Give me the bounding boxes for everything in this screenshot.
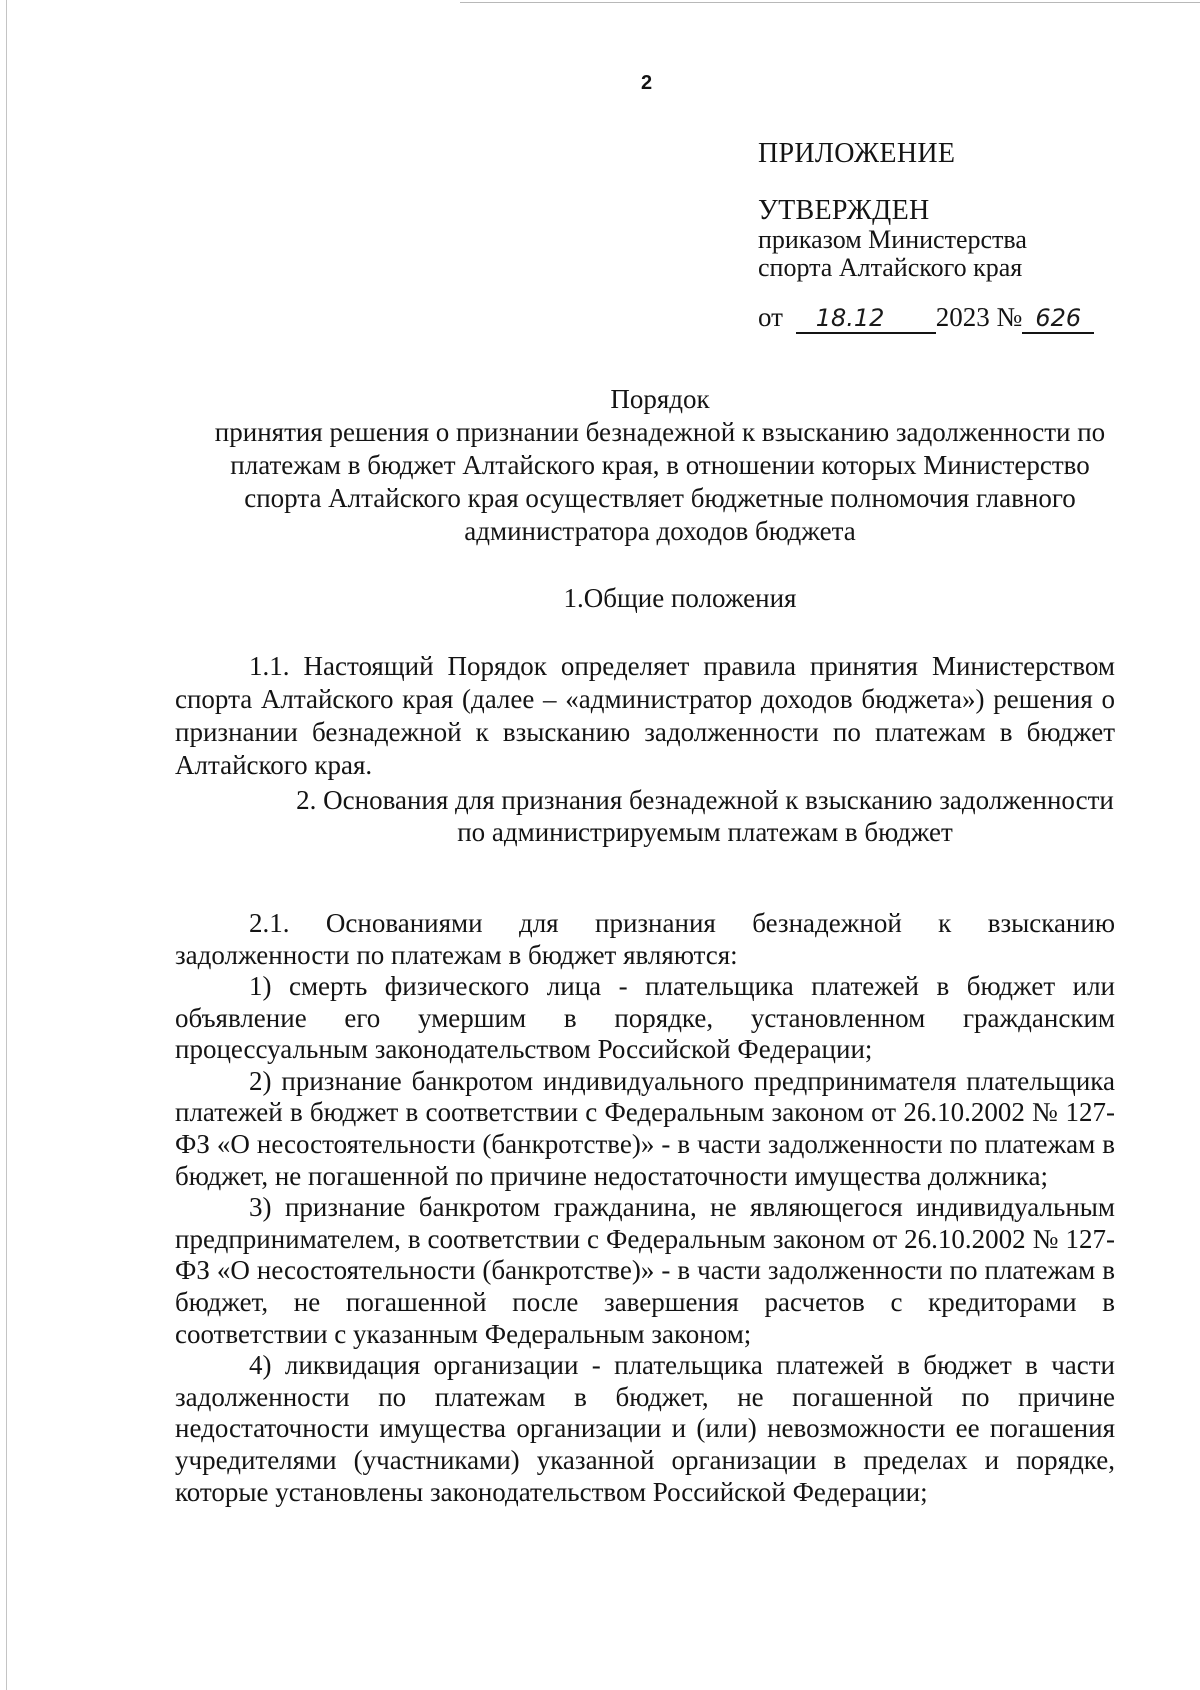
paragraph-2-1: 2.1. Основаниями для признания безнадежной к взысканию задолженности по платежам в бюджет являются:: [175, 908, 1115, 970]
title-line-4: спорта Алтайского края осуществляет бюджетные полномочия главного: [244, 483, 1076, 513]
list-item: 3) признание банкротом гражданина, не являющегося индивидуальным предпринимателем, в соответствии с Федеральным законом от 26.10.2002 № 127-ФЗ «О несостоятельности (банкротстве)» - в части задолженности по платежам в бюджет, не погашенной после завершения расчетов с кредиторами в соответствии с указанным Федеральным законом;: [175, 1192, 1115, 1349]
date-year: 2023: [935, 302, 990, 332]
scan-edge-top: [460, 2, 1200, 3]
section-1-heading: 1.Общие положения: [563, 583, 797, 613]
section-2-heading: [220, 784, 1190, 848]
annex-label: ПРИЛОЖЕНИЕ: [758, 138, 956, 169]
list-item: 2) признание банкротом индивидуального предпринимателя плательщика платежей в бюджет в соответствии с Федеральным законом от 26.10.2002 № 127-ФЗ «О несостоятельности (банкротстве)» - в части задолженности по платежам в бюджет, не погашенной по причине недостаточности имущества должника;: [175, 1065, 1115, 1191]
approval-date-line: [758, 300, 1178, 334]
approval-order-line: приказом Министерства: [758, 225, 1027, 254]
section-2-heading-line-2: по администрируемым платежам в бюджет: [457, 817, 953, 847]
scan-edge-left: [6, 0, 7, 1690]
document-title: [175, 383, 1145, 548]
approval-ministry-line: спорта Алтайского края: [758, 253, 1023, 282]
paragraph-1-1: 1.1. Настоящий Порядок определяет правила принятия Министерством спорта Алтайского края (далее – «администратор доходов бюджета») решения о признании безнадежной к взысканию задолженности по платежам в бюджет Алтайского края.: [175, 651, 1115, 780]
grounds-list: [175, 971, 1115, 1508]
title-line-5: администратора доходов бюджета: [464, 516, 856, 546]
list-item: 1) смерть физического лица - плательщика платежей в бюджет или объявление его умершим в порядке, установленном гражданским процессуальным законодательством Российской Федерации;: [175, 971, 1115, 1065]
title-line-2: принятия решения о признании безнадежной к взысканию задолженности по: [214, 417, 1106, 447]
handwritten-date: 18.12: [796, 304, 936, 334]
date-prefix: от: [758, 302, 783, 332]
approved-label: УТВЕРЖДЕН: [758, 195, 930, 226]
title-line-1: Порядок: [610, 384, 710, 414]
number-sign: №: [996, 302, 1023, 332]
handwritten-number: 626: [1022, 304, 1094, 334]
title-line-3: платежам в бюджет Алтайского края, в отношении которых Министерство: [230, 450, 1090, 480]
section-2-heading-line-1: 2. Основания для признания безнадежной к взысканию задолженности: [296, 785, 1114, 815]
list-item: 4) ликвидация организации - плательщика платежей в бюджет в части задолженности по платежам в бюджет, не погашенной по причине недостаточности имущества организации и (или) невозможности ее погашения учредителями (участниками) указанной организации в пределах и порядке, которые установлены законодательством Российской Федерации;: [175, 1350, 1115, 1507]
approval-block: [758, 138, 1178, 334]
page-number: 2: [641, 72, 653, 94]
